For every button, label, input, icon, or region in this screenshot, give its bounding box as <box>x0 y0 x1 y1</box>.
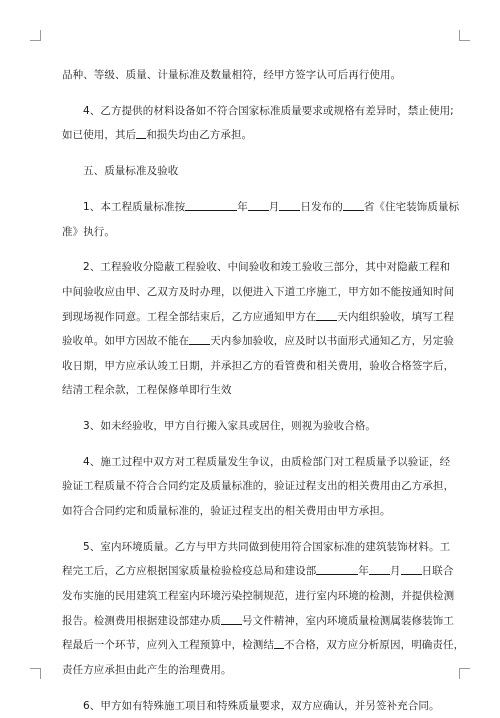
text-line: 4、乙方提供的材料设备如不符合国家标准质量要求或规格有差异时，禁止使用; <box>83 104 454 117</box>
corner-mark-bottom-left <box>30 668 41 679</box>
fill-blank-year[interactable] <box>185 199 237 211</box>
text-line: 责任方应承担由此产生的治理费用。 <box>62 663 232 676</box>
paragraph-acceptance-line5 <box>62 354 455 379</box>
corner-mark-top-left <box>30 30 41 41</box>
corner-mark-top-right <box>459 30 470 41</box>
paragraph-acceptance-line4 <box>62 329 455 354</box>
paragraph-acceptance-line3 <box>62 305 455 330</box>
fill-blank-day[interactable] <box>401 563 422 575</box>
paragraph-indoor-environment-line4 <box>62 609 454 634</box>
text-line: 验证工程质量不符合合同约定及质量标准的，验证过程支出的相关费用由乙方承担， <box>62 480 455 493</box>
fill-blank-province[interactable] <box>343 199 364 211</box>
fill-blank-days[interactable] <box>189 333 210 345</box>
fill-blank-document-number[interactable] <box>221 613 242 625</box>
corner-mark-bottom-right <box>459 668 470 679</box>
paragraph-indoor-environment-line3 <box>62 584 455 609</box>
text-line: 程完工后，乙方应根据国家质量检验检疫总局和建设部 <box>62 565 317 578</box>
text-line: 日发布的 <box>300 200 343 213</box>
text-line: 收日期，甲方应承认竣工日期，并承担乙方的看管费和相关费用，验收合格签字后， <box>62 359 455 372</box>
text-line: 号文件精神，室内环境质量检测属装修装饰工 <box>242 614 454 627</box>
text-line: 天内参加验收，应及时以书面形式通知乙方，另定验 <box>210 335 455 348</box>
text-line: 验收单。如甲方因故不能在 <box>62 335 190 348</box>
fill-blank-day[interactable] <box>279 199 300 211</box>
paragraph-dispute-line2 <box>62 474 455 499</box>
paragraph-indoor-environment-line5 <box>62 633 465 658</box>
text-line: 准》执行。 <box>62 225 115 238</box>
text-line: 报告。检测费用根据建设部建办质 <box>62 614 221 627</box>
paragraph-dispute <box>62 450 451 475</box>
text-line: 6、甲方如有特殊施工项目和特殊质量要求，双方应确认，并另签补充合同。 <box>83 699 440 712</box>
paragraph-acceptance-line2 <box>62 280 455 305</box>
paragraph-indoor-environment-line2 <box>62 559 454 584</box>
document-body <box>62 63 465 718</box>
text-line: 不合格，双方应分析原因，明确责任， <box>284 639 465 652</box>
text-line: 到现场视作同意。工程全部结束后，乙方应通知甲方在 <box>62 310 317 323</box>
fill-blank-month[interactable] <box>248 199 269 211</box>
paragraph-quality-standard-line2 <box>62 220 442 245</box>
text-line: 天内组织验收，填写工程 <box>337 310 455 323</box>
text-line: 结清工程余款，工程保修单即行生效 <box>62 384 232 397</box>
section-heading-quality <box>62 159 442 184</box>
fill-blank-days[interactable] <box>316 309 337 321</box>
paragraph-dispute-line3 <box>62 499 442 524</box>
text-line: 2、工程验收分隐蔽工程验收、中间验收和竣工验收三部分，其中对隐蔽工程和 <box>83 261 451 274</box>
paragraph-special-requirements <box>62 694 442 718</box>
paragraph-acceptance-line6 <box>62 378 442 403</box>
fill-blank[interactable] <box>136 127 146 139</box>
text-line: 如符合合同约定和质量标准的，验证过程支出的相关费用由甲方承担。 <box>62 505 391 518</box>
paragraph-indoor-environment-line6 <box>62 658 442 683</box>
text-line: 和损失均由乙方承担。 <box>146 129 253 142</box>
text-line: 年 <box>358 565 370 578</box>
text-line: 日联合 <box>421 565 454 578</box>
text-line: 如已使用，其后 <box>62 129 137 142</box>
text-line: 1、本工程质量标准按 <box>83 200 186 213</box>
paragraph-material-clause-line2 <box>62 123 442 148</box>
paragraph-no-acceptance <box>62 414 442 439</box>
text-line: 5、室内环境质量。乙方与甲方共同做到使用符合国家标准的建筑装饰材料。工 <box>83 540 451 553</box>
paragraph-indoor-environment <box>62 535 451 560</box>
text-line: 品种、等级、质量、计量标准及数量相符，经甲方签字认可后再行使用。 <box>62 69 402 81</box>
text-line: 省《住宅装饰质量标 <box>363 200 460 213</box>
text-line: 3、如未经验收，甲方自行搬入家具或居住，则视为验收合格。 <box>83 420 376 433</box>
paragraph-continuation <box>62 63 442 88</box>
fill-blank-year[interactable] <box>316 563 358 575</box>
fill-blank-month[interactable] <box>369 563 390 575</box>
fill-blank[interactable] <box>274 637 284 649</box>
text-line: 年 <box>237 200 248 213</box>
text-line: 4、施工过程中双方对工程质量发生争议，由质检部门对工程质量予以验证，经 <box>83 455 451 468</box>
text-line: 程最后一个环节，应列入工程预算中，检测结 <box>62 639 274 652</box>
section-heading: 五、质量标准及验收 <box>83 165 179 178</box>
text-line: 月 <box>268 200 280 213</box>
text-line: 月 <box>390 565 401 578</box>
paragraph-quality-standard <box>62 195 460 220</box>
text-line: 发布实施的民用建筑工程室内环境污染控制规范，进行室内环境的检测，并提供检测 <box>62 590 455 602</box>
text-line: 中间验收应由甲、乙双方及时办理，以便进入下道工序施工，甲方如不能按通知时间 <box>62 285 455 298</box>
paragraph-material-clause <box>62 99 454 124</box>
paragraph-acceptance <box>62 255 451 280</box>
